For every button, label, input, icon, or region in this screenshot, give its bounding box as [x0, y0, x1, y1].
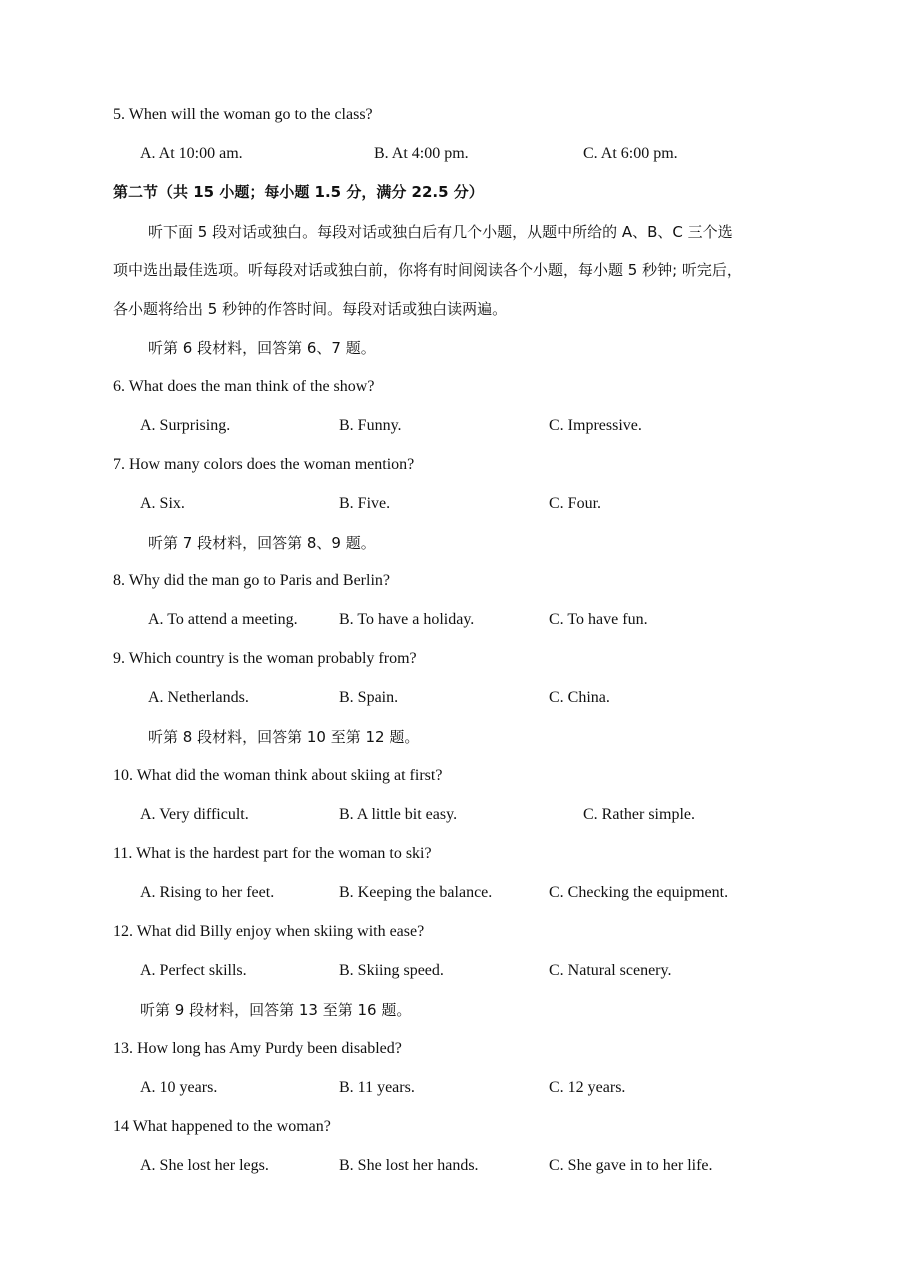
option-b: B. She lost her hands.: [339, 1157, 479, 1174]
option-b: B. Spain.: [339, 689, 399, 706]
question-10: 10. What did the woman think about skiing at first?: [113, 767, 443, 784]
material-heading: 听第 8 段材料，回答第 10 至第 12 题。: [148, 728, 420, 746]
option-a: A. Rising to her feet.: [140, 884, 275, 901]
question-13: 13. How long has Amy Purdy been disabled?: [113, 1040, 402, 1057]
option-a: A. She lost her legs.: [140, 1157, 269, 1174]
option-c: C. Rather simple.: [583, 806, 695, 823]
option-c: C. Checking the equipment.: [549, 884, 729, 901]
option-c: C. To have fun.: [549, 611, 648, 628]
option-a: A. 10 years.: [140, 1079, 218, 1096]
option-a: A. Perfect skills.: [140, 962, 247, 979]
option-a: A. Netherlands.: [148, 689, 249, 706]
instructions-line: 项中选出最佳选项。听每段对话或独白前，你将有时间阅读各个小题，每小题 5 秒钟; 听完后，: [113, 261, 742, 279]
option-c: C. Four.: [549, 495, 602, 512]
option-c: C. Natural scenery.: [549, 962, 672, 979]
question-11: 11. What is the hardest part for the woman to ski?: [113, 845, 432, 862]
material-heading: 听第 6 段材料，回答第 6、7 题。: [148, 339, 376, 357]
question-14: 14 What happened to the woman?: [113, 1118, 331, 1135]
option-b: B. Skiing speed.: [339, 962, 444, 979]
question-6: 6. What does the man think of the show?: [113, 378, 375, 395]
question-9: 9. Which country is the woman probably from?: [113, 650, 417, 667]
option-b: B. To have a holiday.: [339, 611, 475, 628]
question-12: 12. What did Billy enjoy when skiing with ease?: [113, 923, 425, 940]
option-b: B. Five.: [339, 495, 391, 512]
instructions-line: 听下面 5 段对话或独白。每段对话或独白后有几个小题，从题中所给的 A、B、C 三个选: [148, 223, 733, 241]
section-heading: 第二节（共 15 小题；每小题 1.5 分，满分 22.5 分）: [113, 183, 484, 201]
option-b: B. 11 years.: [339, 1079, 415, 1096]
option-b: B. Keeping the balance.: [339, 884, 493, 901]
option-a: A. Six.: [140, 495, 185, 512]
option-b: B. At 4:00 pm.: [374, 145, 469, 162]
option-b: B. Funny.: [339, 417, 402, 434]
option-a: A. Surprising.: [140, 417, 231, 434]
option-b: B. A little bit easy.: [339, 806, 458, 823]
question-7: 7. How many colors does the woman mention?: [113, 456, 415, 473]
option-c: C. 12 years.: [549, 1079, 626, 1096]
material-heading: 听第 7 段材料，回答第 8、9 题。: [148, 534, 376, 552]
option-c: C. At 6:00 pm.: [583, 145, 678, 162]
option-c: C. China.: [549, 689, 610, 706]
option-c: C. She gave in to her life.: [549, 1157, 713, 1174]
material-heading: 听第 9 段材料，回答第 13 至第 16 题。: [140, 1001, 412, 1019]
instructions-line: 各小题将给出 5 秒钟的作答时间。每段对话或独白读两遍。: [113, 300, 508, 318]
option-a: A. To attend a meeting.: [148, 611, 298, 628]
option-c: C. Impressive.: [549, 417, 642, 434]
question-5: 5. When will the woman go to the class?: [113, 106, 373, 123]
option-a: A. At 10:00 am.: [140, 145, 243, 162]
question-8: 8. Why did the man go to Paris and Berlin?: [113, 572, 390, 589]
option-a: A. Very difficult.: [140, 806, 249, 823]
